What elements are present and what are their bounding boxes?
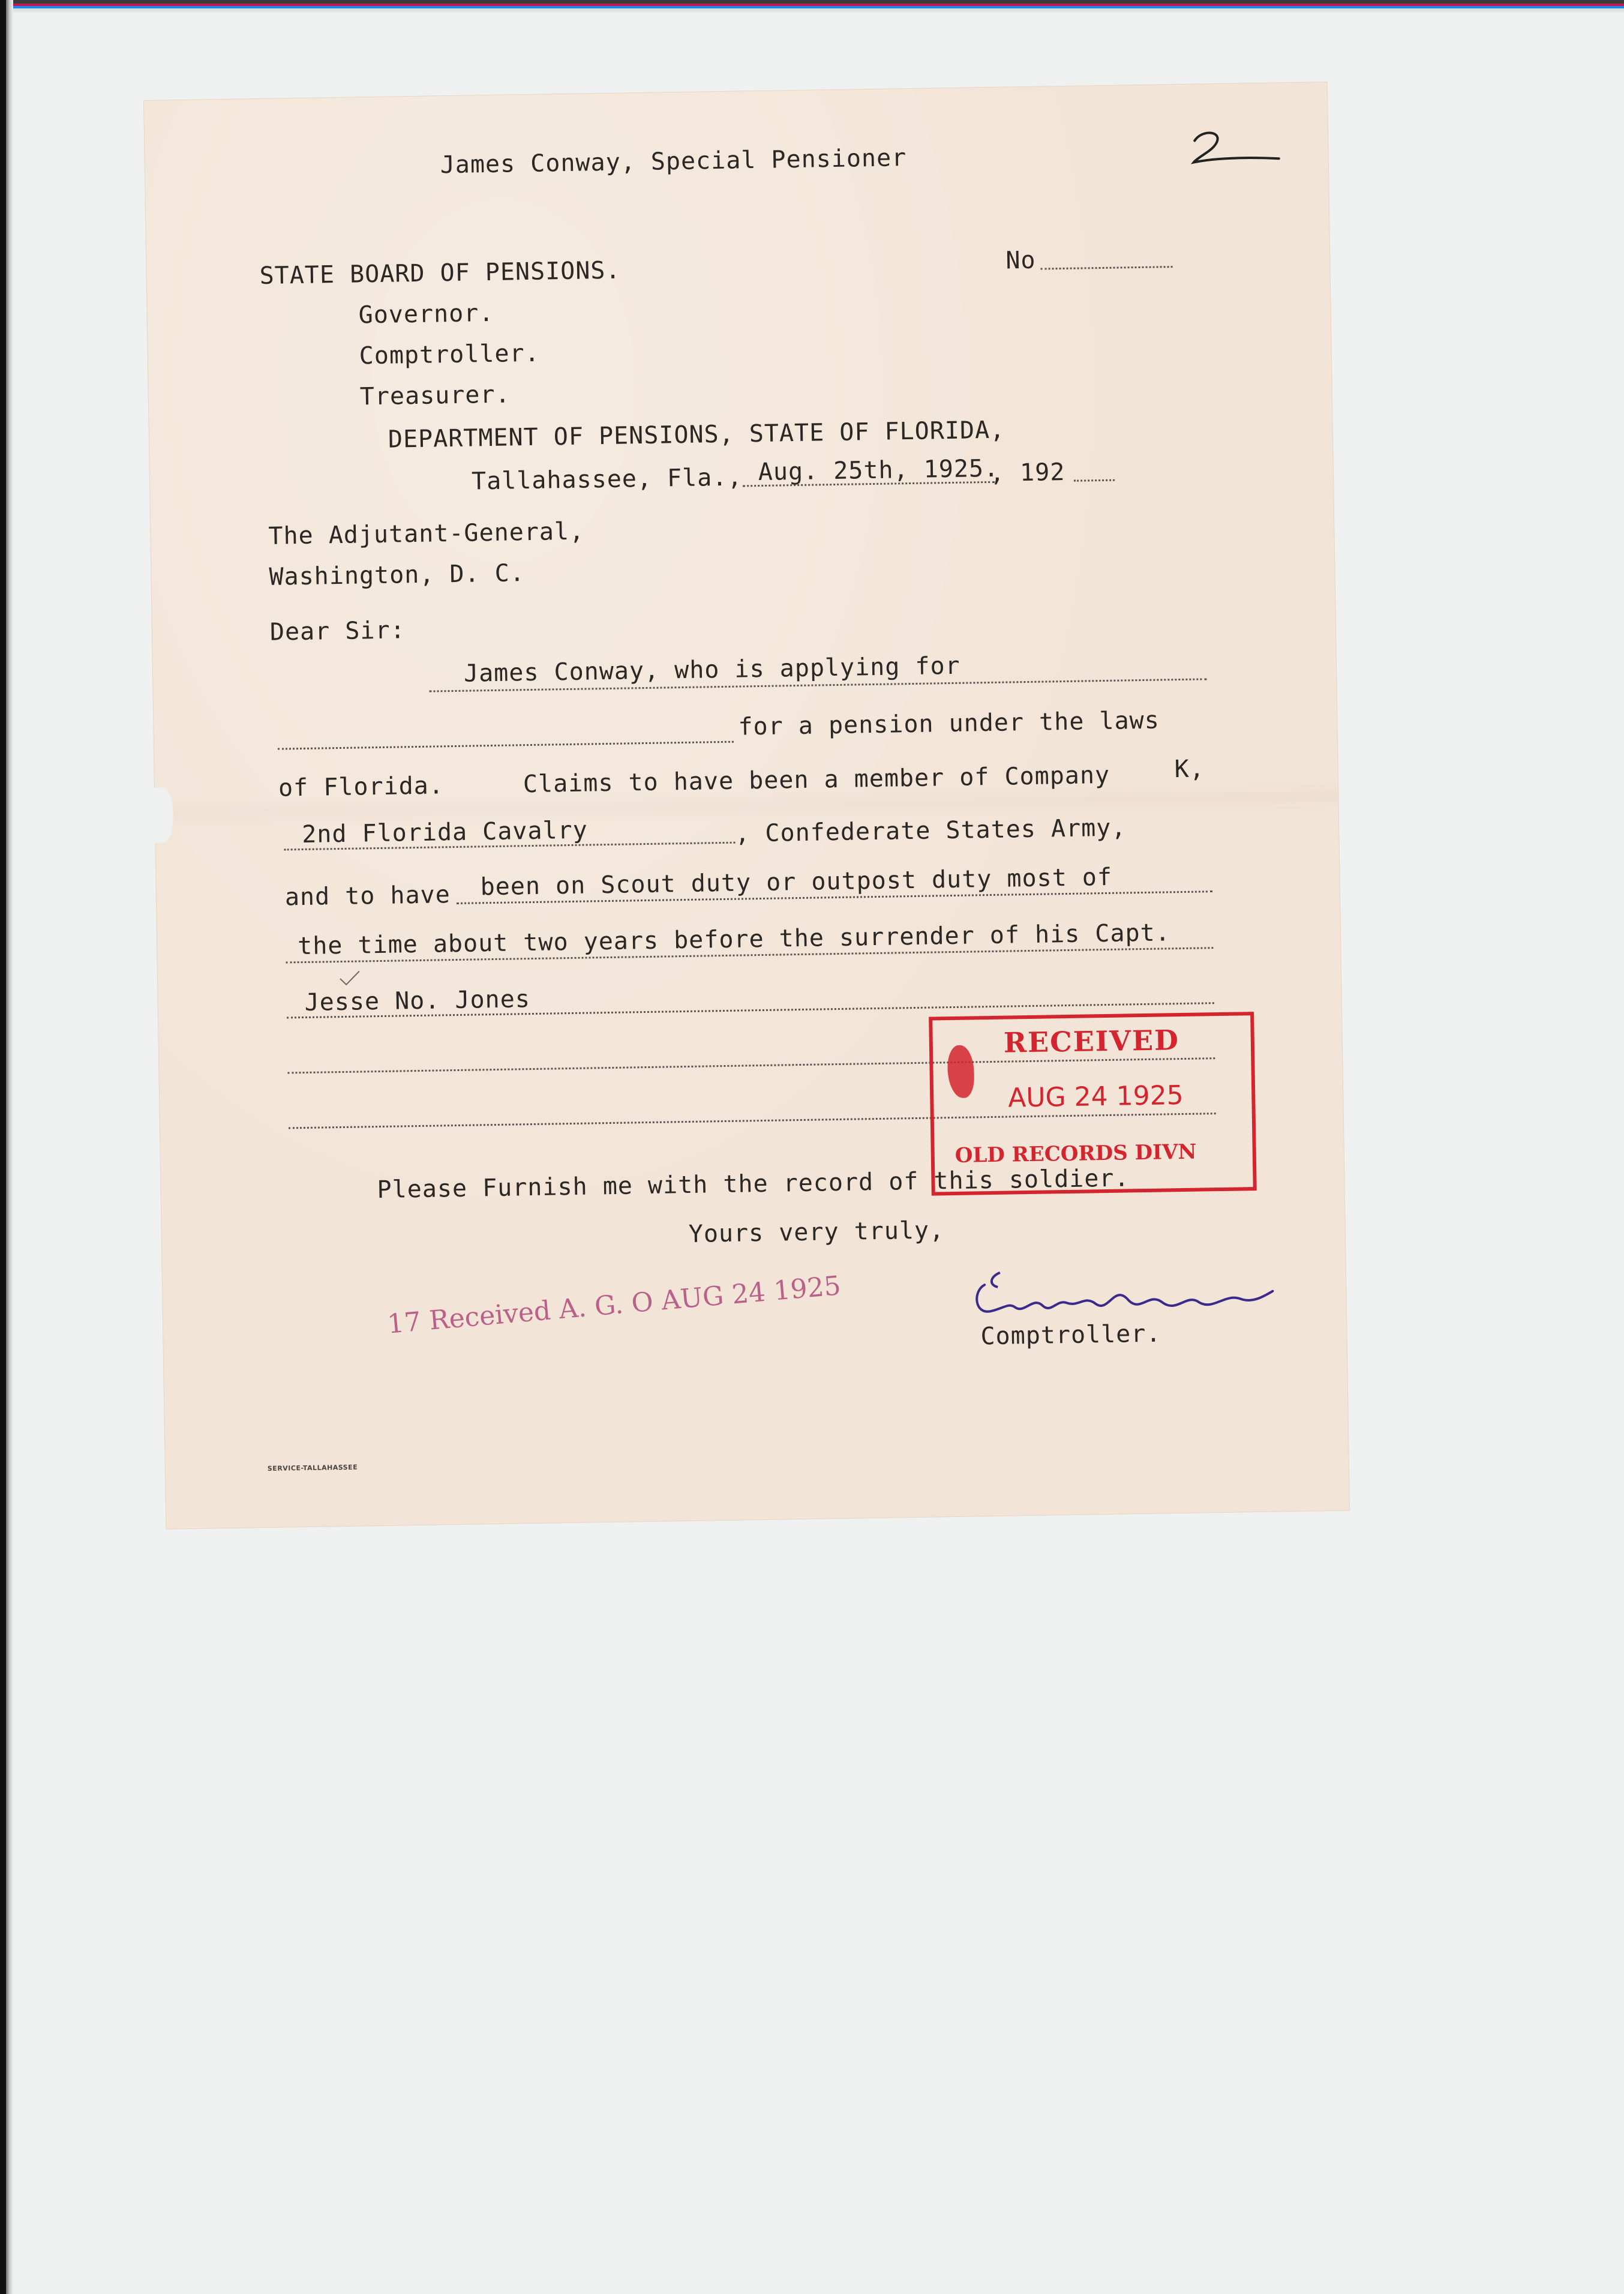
year-field [1074,478,1115,482]
board-member-comptroller: Comptroller. [359,339,541,370]
service-line-1: been on Scout duty or outpost duty most of [480,863,1113,901]
signature-title: Comptroller. [980,1320,1161,1351]
printer-mark: SERVICE-TALLAHASSEE [267,1463,358,1473]
claims-text: Claims to have been a member of Company [523,761,1110,799]
board-member-treasurer: Treasurer. [359,380,511,411]
dateline-date: Aug. 25th, 1925. [758,454,999,486]
board-member-governor: Governor. [358,299,494,329]
number-field [1041,265,1173,269]
check-mark [338,968,362,987]
page-mark [1188,126,1285,170]
board-title: STATE BOARD OF PENSIONS. [259,256,621,290]
number-label: No [1005,246,1036,275]
stamp-received: RECEIVED [1003,1024,1180,1059]
of-florida: of Florida. [278,772,445,802]
pension-type-field [278,740,734,750]
and-to-have: and to have [284,881,451,911]
addressee-line2: Washington, D. C. [269,559,526,591]
department-title: DEPARTMENT OF PENSIONS, STATE OF FLORIDA, [388,416,1005,454]
stamp-division: OLD RECORDS DIVN [954,1139,1197,1168]
dateline-year: , 192 [989,458,1065,487]
ago-received-stamp: 17 Received A. G. O AUG 24 1925 [386,1270,842,1340]
applicant-line: James Conway, who is applying for [463,652,961,688]
dateline-place: Tallahassee, Fla., [471,463,743,496]
regiment-value: 2nd Florida Cavalry [301,816,589,849]
document-page [144,82,1349,1529]
pensioner-line: James Conway, Special Pensioner [440,144,907,179]
closing: Yours very truly, [688,1216,945,1248]
army-text: , Confederate States Army, [734,814,1127,848]
service-line-2: the time about two years before the surrender of his Capt. [297,919,1171,961]
stamp-ink-blot [947,1045,974,1098]
scan-border-top [0,0,1624,13]
salutation: Dear Sir: [269,616,406,646]
request-line: Please Furnish me with the record of this soldier. [377,1164,1130,1204]
addressee-line1: The Adjutant-General, [268,517,585,550]
torn-edge [152,787,173,843]
pension-text: for a pension under the laws [738,706,1160,741]
stamp-date: AUG 24 1925 [1007,1079,1184,1114]
company-value: K, [1174,755,1205,784]
signature-name [966,1273,970,1274]
service-line-3: Jesse No. Jones [304,985,531,1016]
scan-border-left [0,0,13,2294]
